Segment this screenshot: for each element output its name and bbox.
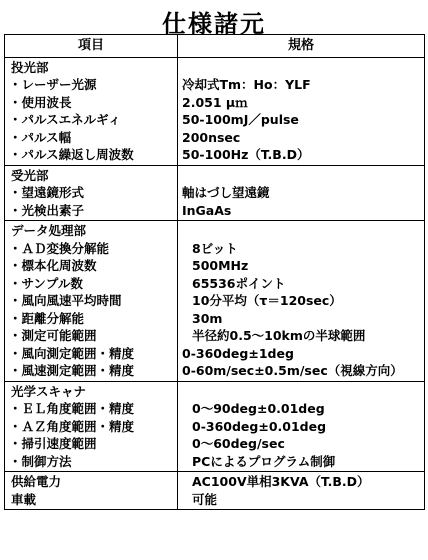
item-value: 半径約0.5～10kmの半球範囲 xyxy=(192,328,366,343)
item-value: 0～90deg±0.01deg xyxy=(192,401,325,416)
item-label: ・ＥＬ角度範囲・精度 xyxy=(9,401,135,416)
item-label: ・ＡＤ変換分解能 xyxy=(9,240,110,256)
table-header-row xyxy=(5,35,425,58)
section-heading: 光学スキャナ xyxy=(11,383,87,399)
item-label: ・パルス繰返し周波数 xyxy=(9,147,134,162)
vehicle-label: 車載 xyxy=(11,491,37,507)
item-label: ・測定可能範囲 xyxy=(9,328,97,343)
section-heading: 受光部 xyxy=(11,167,49,183)
spec-table xyxy=(4,34,425,510)
item-value: 10分平均（τ＝120sec） xyxy=(192,293,342,308)
section-data-processing-labels xyxy=(5,221,178,382)
item-value: 冷却式Tm：Ho：YLF xyxy=(182,77,311,92)
power-label: 供給電力 xyxy=(11,474,62,489)
section-receiver-labels xyxy=(5,165,178,221)
section-emitter xyxy=(5,57,425,165)
power-value: AC100V単相3KVA（T.B.D） xyxy=(192,474,370,489)
item-label: ・望遠鏡形式 xyxy=(9,185,85,200)
section-emitter-labels xyxy=(5,57,178,165)
item-label: ・風速測定範囲・精度 xyxy=(9,363,135,378)
item-value: 0-360deg±0.01deg xyxy=(192,418,327,434)
item-value: 65536ポイント xyxy=(192,275,286,291)
item-label: ・制御方法 xyxy=(9,453,72,469)
item-label: ・パルス幅 xyxy=(9,129,72,145)
item-label: ・使用波長 xyxy=(9,94,72,110)
item-value: 30m xyxy=(192,310,223,326)
section-optical-scanner xyxy=(5,381,425,472)
item-label: ・風向風速平均時間 xyxy=(9,293,122,308)
section-data-processing-values xyxy=(178,221,425,382)
section-heading: データ処理部 xyxy=(11,223,87,238)
section-receiver-values xyxy=(178,165,425,221)
vehicle-value: 可能 xyxy=(192,491,218,507)
section-data-processing xyxy=(5,221,425,382)
item-value: 50-100Hz（T.B.D） xyxy=(182,147,310,162)
section-optical-scanner-values xyxy=(178,381,425,472)
header-spec: 規格 xyxy=(178,35,425,58)
item-label: ・標本化周波数 xyxy=(9,258,97,273)
item-label: ・距離分解能 xyxy=(9,310,85,326)
section-receiver xyxy=(5,165,425,221)
item-value: 50-100mJ／pulse xyxy=(182,112,299,127)
section-heading: 投光部 xyxy=(11,59,49,75)
item-label: ・掃引速度範囲 xyxy=(9,436,97,451)
item-label: ・光検出素子 xyxy=(9,202,85,218)
header-item: 項目 xyxy=(5,35,178,58)
item-value: 200nsec xyxy=(182,129,241,145)
section-power-vehicle-labels xyxy=(5,472,178,510)
item-value: 0-60m/sec±0.5m/sec（視線方向） xyxy=(182,363,403,378)
item-label: ・風向測定範囲・精度 xyxy=(9,345,135,361)
section-emitter-values xyxy=(178,57,425,165)
page-title: 仕様諸元 xyxy=(162,10,266,38)
item-value: PCによるプログラム制御 xyxy=(192,453,336,469)
item-value: 0-360deg±1deg xyxy=(182,345,294,361)
item-label: ・レーザー光源 xyxy=(9,77,97,92)
item-value: 軸はづし望遠鏡 xyxy=(182,185,270,200)
item-value: 0～60deg/sec xyxy=(192,436,285,451)
item-value: 8ビット xyxy=(192,240,238,256)
item-value: 500MHz xyxy=(192,258,249,273)
section-power-vehicle xyxy=(5,472,425,510)
section-power-vehicle-values xyxy=(178,472,425,510)
item-label: ・サンプル数 xyxy=(9,275,83,291)
item-label: ・ＡＺ角度範囲・精度 xyxy=(9,418,135,434)
item-value: InGaAs xyxy=(182,202,232,218)
item-value: 2.051 μｍ xyxy=(182,94,248,110)
section-optical-scanner-labels xyxy=(5,381,178,472)
item-label: ・パルスエネルギィ xyxy=(9,112,121,127)
